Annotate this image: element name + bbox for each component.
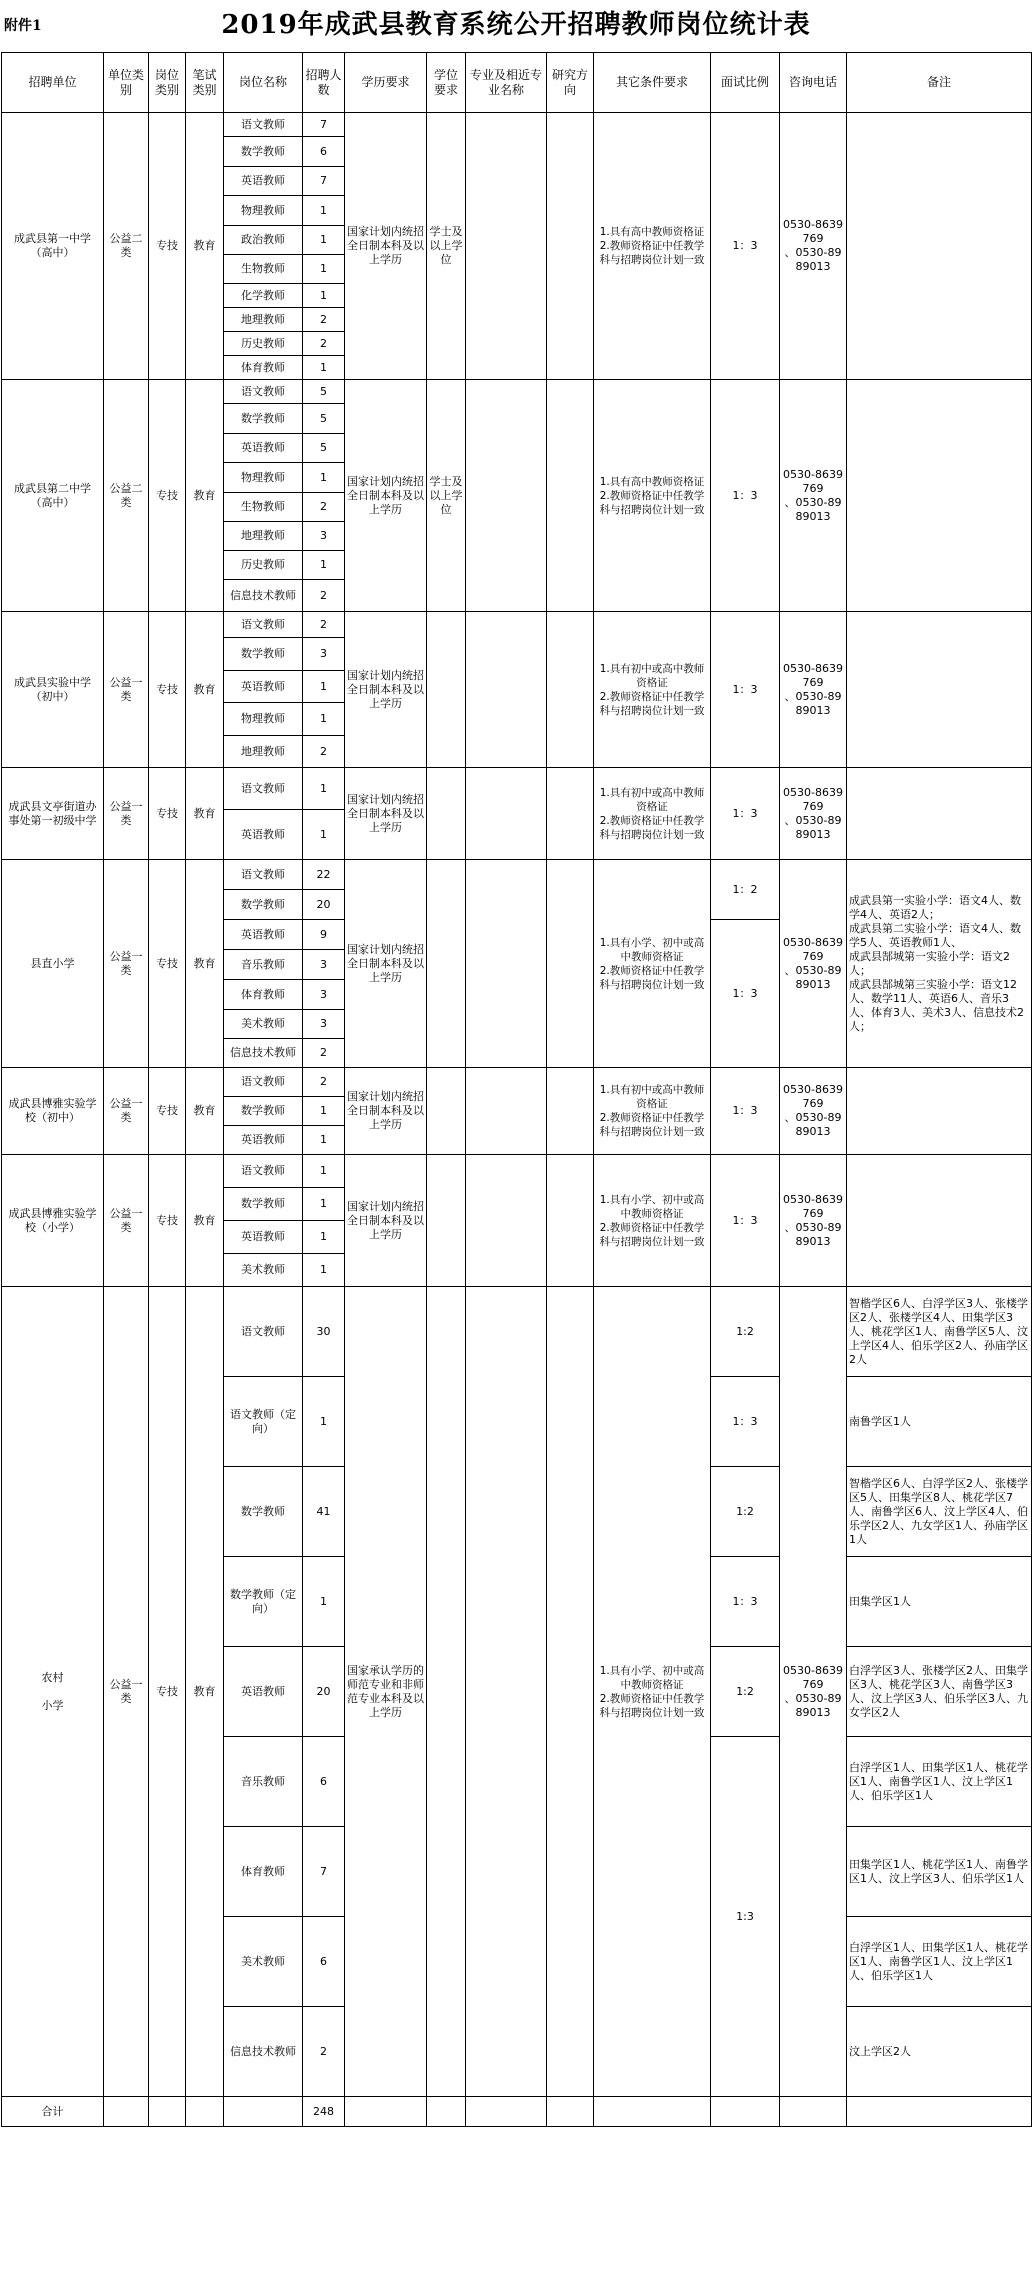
position-name: 英语教师 <box>224 920 303 950</box>
unit-name: 成武县博雅实验学校（初中） <box>2 1068 104 1155</box>
table-row <box>2 1155 1032 1188</box>
phone: 0530-8639769 、0530-8989013 <box>780 1068 847 1155</box>
position-name: 地理教师 <box>224 736 303 768</box>
header-cell: 面试比例 <box>711 53 780 113</box>
phone: 0530-8639769 、0530-8989013 <box>780 1287 847 2097</box>
header-row <box>2 53 1032 113</box>
other-conditions: 1.具有小学、初中或高中教师资格证 2.教师资格证中任教学科与招聘岗位计划一致 <box>594 860 711 1068</box>
total-label: 合计 <box>2 2097 104 2127</box>
position-name: 地理教师 <box>224 522 303 551</box>
position-count: 3 <box>303 638 345 671</box>
position-name: 化学教师 <box>224 284 303 308</box>
position-count: 1 <box>303 1097 345 1126</box>
research-direction <box>547 612 594 768</box>
exam-type: 教育 <box>186 768 224 860</box>
position-count: 1 <box>303 1126 345 1155</box>
position-count: 9 <box>303 920 345 950</box>
unit-type: 公益一类 <box>104 1068 149 1155</box>
remark: 智楷学区6人、白浮学区3人、张楼学区2人、张楼学区4人、田集学区3人、桃花学区1人、南鲁学区5人、汶上学区4人、伯乐学区2人、孙庙学区2人 <box>847 1287 1032 1377</box>
unit-type: 公益一类 <box>104 1287 149 2097</box>
remark: 汶上学区2人 <box>847 2007 1032 2097</box>
remark: 白浮学区1人、田集学区1人、桃花学区1人、南鲁学区1人、汶上学区1人、伯乐学区1人 <box>847 1917 1032 2007</box>
education-requirement: 国家计划内统招全日制本科及以上学历 <box>345 768 427 860</box>
position-name: 数学教师（定向） <box>224 1557 303 1647</box>
interview-ratio: 1:2 <box>711 1467 780 1557</box>
interview-ratio: 1:2 <box>711 1287 780 1377</box>
phone: 0530-8639769 、0530-8989013 <box>780 612 847 768</box>
exam-type: 教育 <box>186 860 224 1068</box>
position-name: 英语教师 <box>224 1221 303 1254</box>
position-name: 数学教师 <box>224 1467 303 1557</box>
degree-requirement <box>427 1068 466 1155</box>
remark <box>847 113 1032 380</box>
degree-requirement <box>427 1155 466 1287</box>
remark <box>847 1155 1032 1287</box>
table-row <box>2 380 1032 404</box>
education-requirement: 国家计划内统招全日制本科及以上学历 <box>345 612 427 768</box>
position-count: 7 <box>303 167 345 196</box>
position-count: 7 <box>303 1827 345 1917</box>
position-count: 1 <box>303 1221 345 1254</box>
research-direction <box>547 860 594 1068</box>
position-count: 1 <box>303 356 345 380</box>
unit-name: 成武县实验中学（初中） <box>2 612 104 768</box>
position-count: 41 <box>303 1467 345 1557</box>
position-name: 语文教师 <box>224 380 303 404</box>
position-count: 1 <box>303 703 345 736</box>
position-name: 语文教师 <box>224 113 303 137</box>
major-name <box>466 768 547 860</box>
position-name: 语文教师 <box>224 768 303 810</box>
position-name: 音乐教师 <box>224 1737 303 1827</box>
header-cell: 岗位类别 <box>149 53 186 113</box>
position-count: 3 <box>303 980 345 1010</box>
position-count: 3 <box>303 1010 345 1039</box>
position-name: 生物教师 <box>224 493 303 522</box>
position-count: 1 <box>303 1188 345 1221</box>
position-name: 数学教师 <box>224 1097 303 1126</box>
research-direction <box>547 113 594 380</box>
position-count: 3 <box>303 950 345 980</box>
position-name: 语文教师 <box>224 1155 303 1188</box>
exam-type: 教育 <box>186 380 224 612</box>
phone: 0530-8639769 、0530-8989013 <box>780 1155 847 1287</box>
position-name: 政治教师 <box>224 226 303 255</box>
post-type: 专技 <box>149 1155 186 1287</box>
position-count: 1 <box>303 1377 345 1467</box>
interview-ratio: 1：3 <box>711 1155 780 1287</box>
remark: 成武县第一实验小学：语文4人、数学4人、英语2人； 成武县第二实验小学：语文4人、数学5人、英语教师1人、 成武县郜城第一实验小学：语文2人； 成武县郜城第三实验小学：语文12人、数学11人、英语6人、音乐3人、体育3人、美术3人、信息技术2人； <box>847 860 1032 1068</box>
header-cell: 单位类别 <box>104 53 149 113</box>
position-count: 1 <box>303 551 345 580</box>
position-count: 5 <box>303 434 345 463</box>
position-count: 6 <box>303 1737 345 1827</box>
header-cell: 招聘单位 <box>2 53 104 113</box>
degree-requirement <box>427 860 466 1068</box>
remark: 田集学区1人、桃花学区1人、南鲁学区1人、汶上学区3人、伯乐学区1人 <box>847 1827 1032 1917</box>
position-count: 2 <box>303 1068 345 1097</box>
unit-name: 成武县第一中学（高中） <box>2 113 104 380</box>
degree-requirement: 学士及以上学位 <box>427 380 466 612</box>
interview-ratio: 1：2 <box>711 860 780 920</box>
phone: 0530-8639769 、0530-8989013 <box>780 768 847 860</box>
header-cell: 岗位名称 <box>224 53 303 113</box>
position-count: 2 <box>303 736 345 768</box>
remark: 智楷学区6人、白浮学区2人、张楼学区5人、田集学区8人、桃花学区7人、南鲁学区6人、汶上学区4人、伯乐学区2人、九女学区1人、孙庙学区1人 <box>847 1467 1032 1557</box>
major-name <box>466 1155 547 1287</box>
position-count: 1 <box>303 1254 345 1287</box>
remark <box>847 612 1032 768</box>
position-name: 数学教师 <box>224 890 303 920</box>
other-conditions: 1.具有初中或高中教师资格证 2.教师资格证中任教学科与招聘岗位计划一致 <box>594 1068 711 1155</box>
other-conditions: 1.具有小学、初中或高中教师资格证 2.教师资格证中任教学科与招聘岗位计划一致 <box>594 1287 711 2097</box>
position-count: 20 <box>303 890 345 920</box>
position-count: 6 <box>303 1917 345 2007</box>
header-cell: 研究方向 <box>547 53 594 113</box>
position-count: 5 <box>303 380 345 404</box>
remark <box>847 1068 1032 1155</box>
remark: 白浮学区1人、田集学区1人、桃花学区1人、南鲁学区1人、汶上学区1人、伯乐学区1人 <box>847 1737 1032 1827</box>
major-name <box>466 612 547 768</box>
position-name: 体育教师 <box>224 1827 303 1917</box>
position-name: 信息技术教师 <box>224 2007 303 2097</box>
position-name: 美术教师 <box>224 1010 303 1039</box>
other-conditions: 1.具有高中教师资格证 2.教师资格证中任教学科与招聘岗位计划一致 <box>594 113 711 380</box>
position-name: 英语教师 <box>224 434 303 463</box>
education-requirement: 国家计划内统招全日制本科及以上学历 <box>345 1068 427 1155</box>
position-name: 语文教师 <box>224 1068 303 1097</box>
unit-type: 公益一类 <box>104 768 149 860</box>
position-name: 体育教师 <box>224 980 303 1010</box>
position-name: 数学教师 <box>224 1188 303 1221</box>
position-count: 1 <box>303 255 345 284</box>
position-count: 2 <box>303 332 345 356</box>
education-requirement: 国家计划内统招全日制本科及以上学历 <box>345 113 427 380</box>
remark <box>847 768 1032 860</box>
post-type: 专技 <box>149 1287 186 2097</box>
research-direction <box>547 1287 594 2097</box>
position-count: 30 <box>303 1287 345 1377</box>
research-direction <box>547 380 594 612</box>
position-count: 2 <box>303 580 345 612</box>
position-count: 22 <box>303 860 345 890</box>
post-type: 专技 <box>149 113 186 380</box>
header-cell: 笔试类别 <box>186 53 224 113</box>
unit-name: 成武县博雅实验学校（小学） <box>2 1155 104 1287</box>
interview-ratio: 1：3 <box>711 113 780 380</box>
position-name: 数学教师 <box>224 638 303 671</box>
table-row <box>2 612 1032 638</box>
position-count: 1 <box>303 768 345 810</box>
education-requirement: 国家计划内统招全日制本科及以上学历 <box>345 860 427 1068</box>
post-type: 专技 <box>149 768 186 860</box>
position-name: 物理教师 <box>224 196 303 226</box>
position-count: 1 <box>303 1557 345 1647</box>
post-type: 专技 <box>149 380 186 612</box>
major-name <box>466 1287 547 2097</box>
research-direction <box>547 1155 594 1287</box>
other-conditions: 1.具有小学、初中或高中教师资格证 2.教师资格证中任教学科与招聘岗位计划一致 <box>594 1155 711 1287</box>
position-name: 历史教师 <box>224 332 303 356</box>
remark: 南鲁学区1人 <box>847 1377 1032 1467</box>
unit-name: 农村 小学 <box>2 1287 104 2097</box>
header-cell: 招聘人数 <box>303 53 345 113</box>
total-value: 248 <box>303 2097 345 2127</box>
position-name: 数学教师 <box>224 404 303 434</box>
degree-requirement <box>427 768 466 860</box>
header-cell: 学位要求 <box>427 53 466 113</box>
table-row <box>2 1287 1032 1377</box>
post-type: 专技 <box>149 860 186 1068</box>
position-count: 7 <box>303 113 345 137</box>
exam-type: 教育 <box>186 1068 224 1155</box>
phone: 0530-8639769 、0530-8989013 <box>780 380 847 612</box>
header-area <box>0 0 1032 52</box>
unit-type: 公益一类 <box>104 612 149 768</box>
position-count: 1 <box>303 1155 345 1188</box>
interview-ratio: 1：3 <box>711 1377 780 1467</box>
exam-type: 教育 <box>186 1155 224 1287</box>
interview-ratio: 1：3 <box>711 920 780 1068</box>
education-requirement: 国家承认学历的师范专业和非师范专业本科及以上学历 <box>345 1287 427 2097</box>
exam-type: 教育 <box>186 612 224 768</box>
major-name <box>466 860 547 1068</box>
table-row <box>2 113 1032 137</box>
header-cell: 学历要求 <box>345 53 427 113</box>
position-count: 2 <box>303 493 345 522</box>
position-name: 英语教师 <box>224 671 303 703</box>
post-type: 专技 <box>149 1068 186 1155</box>
interview-ratio: 1：3 <box>711 768 780 860</box>
position-count: 2 <box>303 1039 345 1068</box>
position-name: 历史教师 <box>224 551 303 580</box>
position-name: 物理教师 <box>224 703 303 736</box>
research-direction <box>547 1068 594 1155</box>
other-conditions: 1.具有高中教师资格证 2.教师资格证中任教学科与招聘岗位计划一致 <box>594 380 711 612</box>
position-name: 美术教师 <box>224 1254 303 1287</box>
recruitment-table <box>1 52 1032 2127</box>
header-cell: 备注 <box>847 53 1032 113</box>
position-count: 1 <box>303 810 345 860</box>
post-type: 专技 <box>149 612 186 768</box>
position-count: 20 <box>303 1647 345 1737</box>
research-direction <box>547 768 594 860</box>
phone: 0530-8639769 、0530-8989013 <box>780 860 847 1068</box>
remark: 白浮学区3人、张楼学区2人、田集学区3人、桃花学区3人、南鲁学区3人、汶上学区3人、伯乐学区3人、九女学区2人 <box>847 1647 1032 1737</box>
position-count: 6 <box>303 137 345 167</box>
major-name <box>466 1068 547 1155</box>
position-count: 2 <box>303 308 345 332</box>
interview-ratio: 1:3 <box>711 1737 780 2097</box>
header-cell: 其它条件要求 <box>594 53 711 113</box>
position-count: 2 <box>303 2007 345 2097</box>
position-name: 英语教师 <box>224 1126 303 1155</box>
exam-type: 教育 <box>186 113 224 380</box>
remark <box>847 380 1032 612</box>
attachment-label: 附件1 <box>4 18 42 34</box>
remark: 田集学区1人 <box>847 1557 1032 1647</box>
unit-name: 成武县第二中学（高中） <box>2 380 104 612</box>
position-name: 物理教师 <box>224 463 303 493</box>
position-name: 地理教师 <box>224 308 303 332</box>
position-name: 语文教师 <box>224 860 303 890</box>
education-requirement: 国家计划内统招全日制本科及以上学历 <box>345 1155 427 1287</box>
position-name: 美术教师 <box>224 1917 303 2007</box>
unit-type: 公益二类 <box>104 380 149 612</box>
position-name: 英语教师 <box>224 1647 303 1737</box>
interview-ratio: 1：3 <box>711 612 780 768</box>
interview-ratio: 1：3 <box>711 1557 780 1647</box>
position-count: 5 <box>303 404 345 434</box>
major-name <box>466 380 547 612</box>
interview-ratio: 1：3 <box>711 380 780 612</box>
unit-type: 公益一类 <box>104 860 149 1068</box>
exam-type: 教育 <box>186 1287 224 2097</box>
position-count: 1 <box>303 284 345 308</box>
unit-name: 县直小学 <box>2 860 104 1068</box>
position-count: 2 <box>303 612 345 638</box>
unit-name: 成武县文亭街道办事处第一初级中学 <box>2 768 104 860</box>
position-count: 1 <box>303 226 345 255</box>
position-name: 信息技术教师 <box>224 1039 303 1068</box>
degree-requirement: 学士及以上学位 <box>427 113 466 380</box>
position-name: 信息技术教师 <box>224 580 303 612</box>
position-name: 语文教师 <box>224 612 303 638</box>
other-conditions: 1.具有初中或高中教师资格证 2.教师资格证中任教学科与招聘岗位计划一致 <box>594 768 711 860</box>
position-name: 数学教师 <box>224 137 303 167</box>
position-name: 音乐教师 <box>224 950 303 980</box>
position-count: 1 <box>303 196 345 226</box>
position-name: 英语教师 <box>224 810 303 860</box>
position-count: 3 <box>303 522 345 551</box>
interview-ratio: 1：3 <box>711 1068 780 1155</box>
major-name <box>466 113 547 380</box>
position-name: 语文教师（定向） <box>224 1377 303 1467</box>
position-name: 生物教师 <box>224 255 303 284</box>
header-cell: 专业及相近专业名称 <box>466 53 547 113</box>
table-row <box>2 768 1032 810</box>
degree-requirement <box>427 612 466 768</box>
table-row <box>2 1068 1032 1097</box>
position-count: 1 <box>303 463 345 493</box>
degree-requirement <box>427 1287 466 2097</box>
position-name: 英语教师 <box>224 167 303 196</box>
table-row <box>2 860 1032 890</box>
total-row <box>2 2097 1032 2127</box>
position-count: 1 <box>303 671 345 703</box>
phone: 0530-8639769 、0530-8989013 <box>780 113 847 380</box>
position-name: 语文教师 <box>224 1287 303 1377</box>
header-cell: 咨询电话 <box>780 53 847 113</box>
other-conditions: 1.具有初中或高中教师资格证 2.教师资格证中任教学科与招聘岗位计划一致 <box>594 612 711 768</box>
page-title: 2019年成武县教育系统公开招聘教师岗位统计表 <box>221 10 811 40</box>
education-requirement: 国家计划内统招全日制本科及以上学历 <box>345 380 427 612</box>
unit-type: 公益二类 <box>104 113 149 380</box>
position-name: 体育教师 <box>224 356 303 380</box>
interview-ratio: 1:2 <box>711 1647 780 1737</box>
unit-type: 公益一类 <box>104 1155 149 1287</box>
